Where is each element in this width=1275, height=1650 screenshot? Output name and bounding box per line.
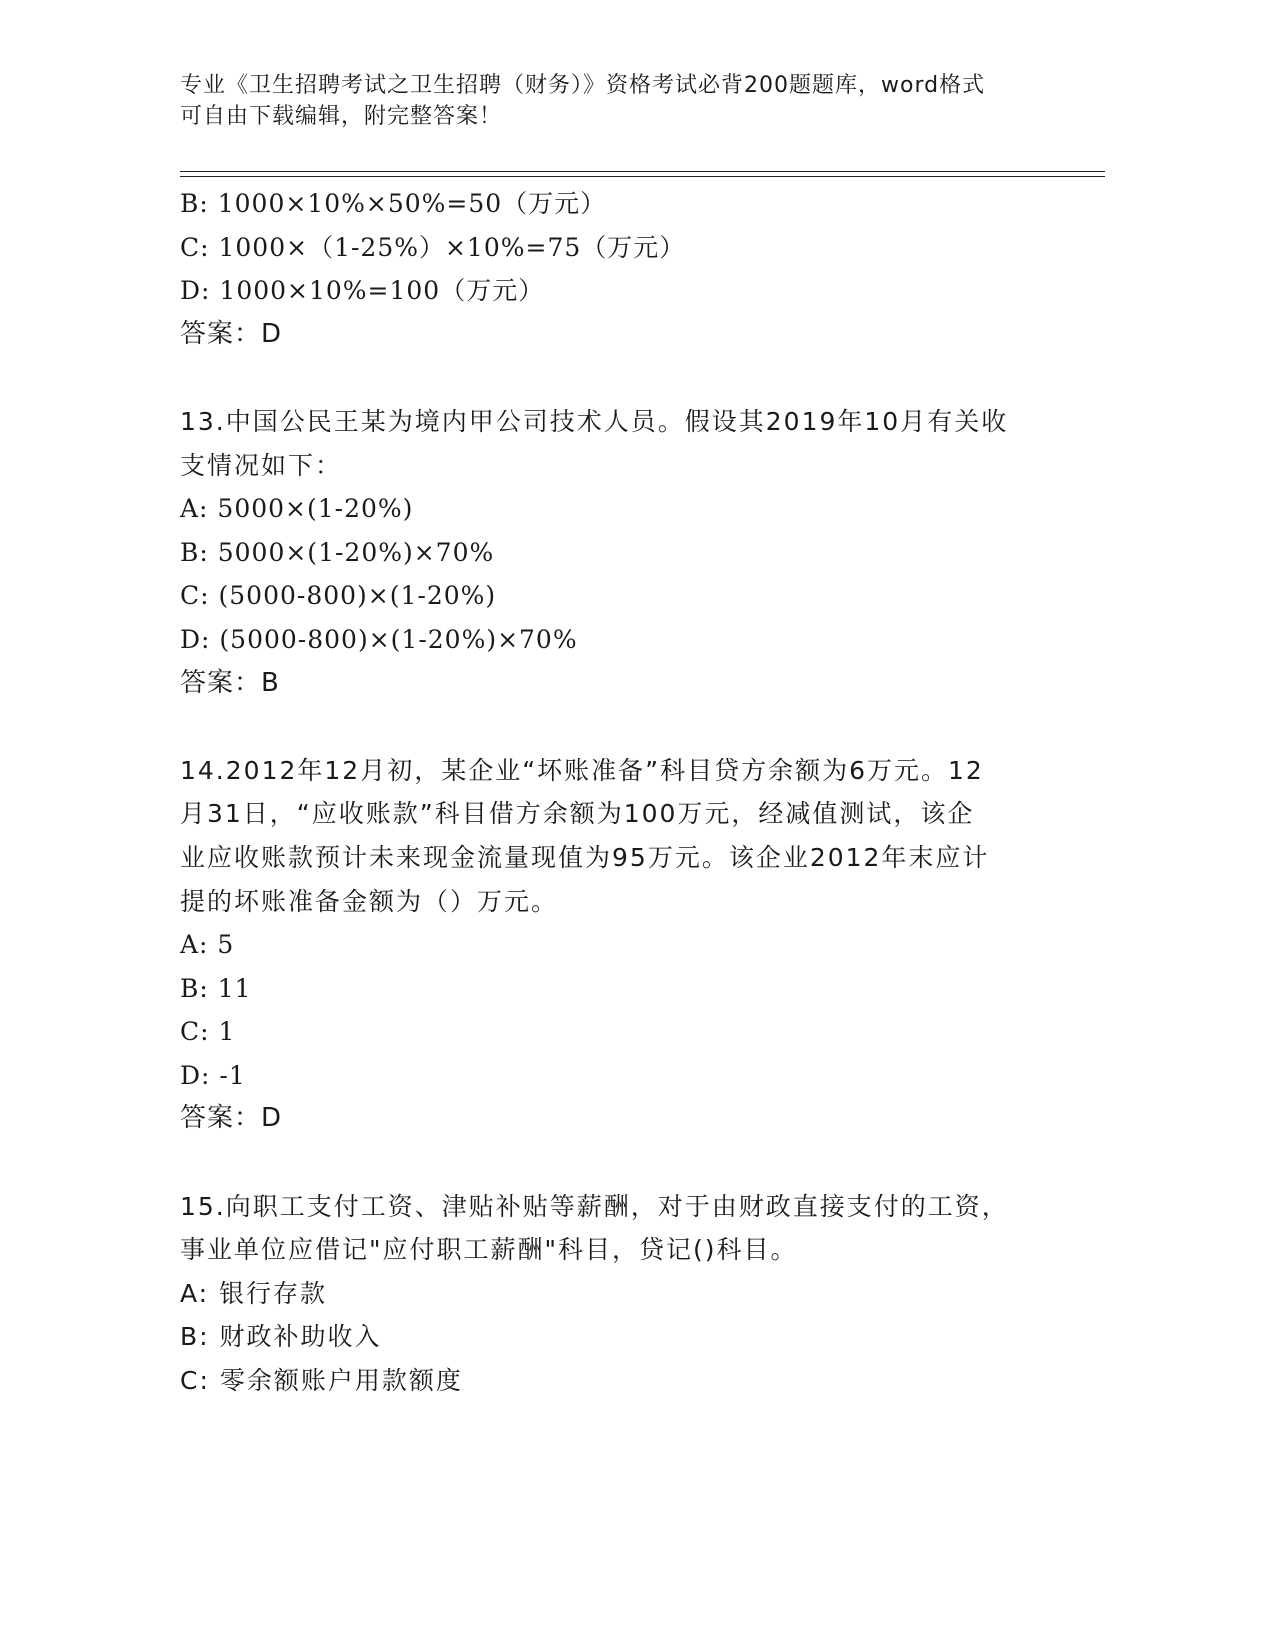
document-header: [180, 70, 1040, 132]
option-c: C: (5000-800)×(1-20%): [180, 581, 497, 611]
option-a: A: 5000×(1-20%): [180, 494, 414, 524]
document-body: [180, 182, 1040, 1403]
answer: 答案：D: [180, 1103, 283, 1134]
question-text: 业应收账款预计未来现金流量现值为95万元。该企业2012年末应计: [180, 842, 990, 872]
question-12-continued: [180, 182, 1040, 356]
question-13: [180, 400, 1040, 705]
option-b: B: 1000×10%×50%=50（万元）: [180, 189, 607, 218]
spacer: [180, 1141, 1040, 1185]
option-d: D: (5000-800)×(1-20%)×70%: [180, 624, 578, 654]
answer: 答案：B: [180, 667, 280, 698]
header-divider-bottom: [180, 176, 1105, 177]
question-14: [180, 749, 1040, 1141]
answer: 答案：D: [180, 318, 283, 349]
option-a: A: 银行存款: [180, 1278, 328, 1308]
option-c: C: 1000×（1-25%）×10%=75（万元）: [180, 232, 686, 262]
option-d: D: -1: [180, 1060, 246, 1090]
spacer: [180, 705, 1040, 749]
question-text: 提的坏账准备金额为（）万元。: [180, 886, 559, 916]
option-c: C: 零余额账户用款额度: [180, 1366, 463, 1396]
header-divider-top: [180, 171, 1105, 172]
option-b: B: 5000×(1-20%)×70%: [180, 537, 495, 567]
question-text: 事业单位应借记"应付职工薪酬"科目，贷记()科目。: [180, 1235, 798, 1265]
spacer: [180, 356, 1040, 400]
option-b: B: 11: [180, 973, 252, 1003]
question-text: 15.向职工支付工资、津贴补贴等薪酬，对于由财政直接支付的工资，: [180, 1191, 1009, 1221]
option-b: B: 财政补助收入: [180, 1322, 382, 1352]
header-title-line-1: 专业《卫生招聘考试之卫生招聘（财务）》资格考试必背200题题库，word格式: [180, 73, 986, 98]
header-title-line-2: 可自由下载编辑，附完整答案！: [180, 104, 503, 129]
question-text: 13.中国公民王某为境内甲公司技术人员。假设其2019年10月有关收: [180, 406, 1009, 436]
option-a: A: 5: [180, 930, 235, 960]
question-text: 14.2012年12月初，某企业“坏账准备”科目贷方余额为6万元。12: [180, 755, 984, 785]
question-15: [180, 1185, 1040, 1403]
option-d: D: 1000×10%=100（万元）: [180, 276, 545, 306]
option-c: C: 1: [180, 1017, 236, 1047]
question-text: 月31日，“应收账款”科目借方余额为100万元，经减值测试，该企: [180, 799, 975, 829]
question-text: 支情况如下：: [180, 450, 343, 480]
